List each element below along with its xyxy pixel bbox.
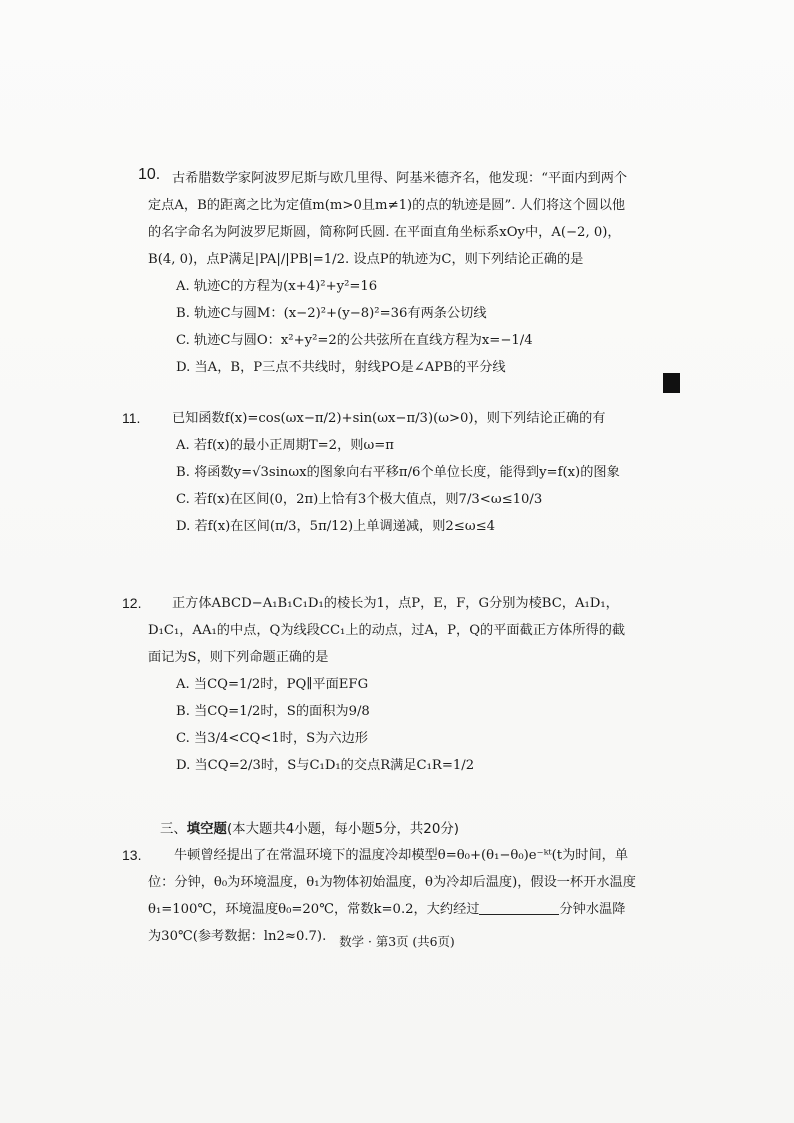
page-footer: 数学 · 第3页 (共6页): [339, 934, 455, 949]
option-d: D. 若f(x)在区间(π/3，5π/12)上单调递减，则2≤ω≤4: [176, 519, 496, 534]
section-title: 填空题: [186, 822, 227, 837]
section-number: 三、: [160, 822, 187, 837]
option-a: A. 当CQ=1/2时，PQ∥平面EFG: [176, 677, 369, 692]
option-d: D. 当CQ=2/3时，S与C₁D₁的交点R满足C₁R=1/2: [176, 758, 475, 773]
question-number: 10.: [138, 166, 161, 183]
question-number: 12.: [122, 595, 142, 611]
option-a: A. 若f(x)的最小正周期T=2，则ω=π: [176, 438, 394, 453]
question-stem: 古希腊数学家阿波罗尼斯与欧几里得、阿基米德齐名，他发现：“平面内到两个定点A，B的距离之比为定值m(m>0且m≠1)的点的轨迹是圆”. 人们将这个圆以他的名字命名为阿波罗尼斯圆，简称阿氏圆. 在平面直角坐标系xOy中，A(−2, 0)，B(4, 0)，点P满足|PA|/|PB|=1/2. 设点P的轨迹为C，则下列结论正确的是: [148, 171, 628, 267]
section-heading: [160, 818, 459, 837]
question-12: [122, 590, 638, 779]
stem-before-blank: 牛顿曾经提出了在常温环境下的温度冷却模型θ=θ₀+(θ₁−θ₀)e⁻ᵏᵗ(t为时间，单位：分钟，θ₀为环境温度，θ₁为物体初始温度，θ为冷却后温度)，假设一杯开水温度θ₁=100℃，环境温度θ₀=20℃，常数k=0.2，大约经过: [148, 848, 636, 917]
option-b: B. 当CQ=1/2时，S的面积为9/8: [176, 704, 370, 719]
option-b: B. 轨迹C与圆M：(x−2)²+(y−8)²=36有两条公切线: [176, 306, 487, 321]
answer-blank[interactable]: [479, 900, 559, 915]
option-b: B. 将函数y=√3sinωx的图象向右平移π/6个单位长度，能得到y=f(x)的图象: [176, 465, 620, 480]
stem-after-blank: 分钟水温降为30℃(参考数据：ln2≈0.7).: [148, 902, 626, 944]
question-number: 11.: [122, 410, 141, 426]
question-stem: 正方体ABCD−A₁B₁C₁D₁的棱长为1，点P，E，F，G分别为棱BC，A₁D₁，D₁C₁，AA₁的中点，Q为线段CC₁上的动点，过A，P，Q的平面截正方体所得的截面记为S，则下列命题正确的是: [148, 596, 626, 665]
section-description: (本大题共4小题，每小题5分，共20分): [226, 822, 459, 837]
option-d: D. 当A，B，P三点不共线时，射线PO是∠APB的平分线: [176, 360, 506, 375]
option-c: C. 当3/4<CQ<1时，S为六边形: [176, 731, 368, 746]
registration-mark: [663, 373, 680, 393]
option-c: C. 轨迹C与圆O：x²+y²=2的公共弦所在直线方程为x=−1/4: [176, 333, 533, 348]
option-a: A. 轨迹C的方程为(x+4)²+y²=16: [176, 279, 378, 294]
question-number: 13.: [122, 847, 142, 863]
question-10: [138, 165, 638, 381]
question-stem: 已知函数f(x)=cos(ωx−π/2)+sin(ωx−π/3)(ω>0)，则下列结论正确的有: [172, 411, 606, 426]
question-11: [122, 405, 638, 540]
option-c: C. 若f(x)在区间(0，2π)上恰有3个极大值点，则7/3<ω≤10/3: [176, 492, 543, 507]
